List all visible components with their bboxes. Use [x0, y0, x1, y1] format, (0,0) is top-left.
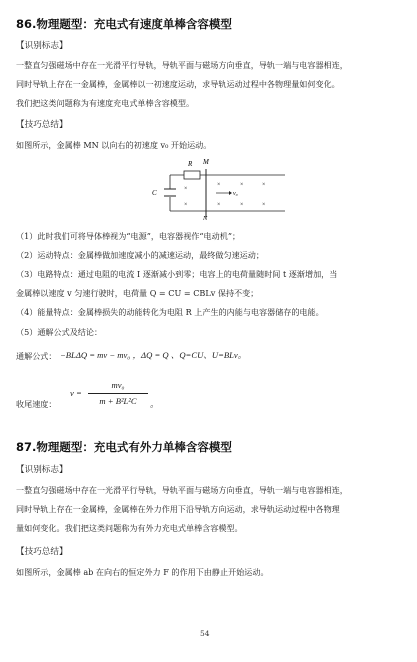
- identify-tag-87: 【识别标志】: [16, 465, 68, 475]
- identify-line-86-2: 同时导轨上存在一金属棒，金属棒以一初速度运动，求导轨运动过程中各物理量如何变化。: [16, 79, 340, 89]
- label-R: R: [188, 160, 193, 168]
- fraction-bar: [88, 393, 148, 394]
- general-formula: −BLΔQ = mv − mv₀ ，ΔQ = Q 、Q=CU、U=BLv。: [60, 350, 247, 360]
- intro-87: 如图所示，金属棒 ab 在向右的恒定外力 F 的作用下由静止开始运动。: [16, 567, 269, 577]
- resistor: [184, 171, 200, 179]
- summary-tag-87: 【技巧总结】: [16, 547, 68, 557]
- point-2: （2）运动特点：金属棒做加速度减小的减速运动，最终做匀速运动；: [16, 250, 264, 260]
- identify-line-87-2: 同时导轨上存在一金属棒，金属棒在外力作用下沿导轨方向运动，求导轨运动过程中各物理: [16, 504, 340, 514]
- svg-text:×: ×: [262, 182, 266, 188]
- summary-tag-86: 【技巧总结】: [16, 120, 68, 130]
- circuit-diagram: [150, 155, 290, 220]
- svg-text:×: ×: [184, 202, 188, 208]
- point-5: （5）通解公式及结论：: [16, 327, 103, 337]
- svg-text:×: ×: [217, 182, 221, 188]
- svg-text:×: ×: [217, 202, 221, 208]
- svg-text:×: ×: [184, 186, 188, 192]
- identify-line-86-1: 一整直匀强磁场中存在一光滑平行导轨，导轨平面与磁场方向垂直，导轨一端与电容器相连，: [16, 60, 348, 70]
- page-number: 54: [200, 629, 210, 638]
- identify-tag-86: 【识别标志】: [16, 41, 68, 51]
- point-1: （1）此时我们可将导体棒视为“电源”，电容器视作“电动机”；: [16, 231, 241, 241]
- final-velocity-numerator: mv₀: [111, 380, 125, 390]
- final-velocity-tail: 。: [150, 399, 159, 409]
- label-N: N: [203, 215, 208, 220]
- point-4: （4）能量特点：金属棒损失的动能转化为电阻 R 上产生的内能与电容器储存的电能。: [16, 307, 324, 317]
- svg-text:×: ×: [240, 202, 244, 208]
- formula-label: 通解公式：: [16, 351, 57, 361]
- final-velocity-label: 收尾速度：: [16, 399, 57, 409]
- label-M: M: [203, 158, 209, 166]
- identify-line-87-3: 量如何变化。我们把这类问题称为有外力充电式单棒含容模型。: [16, 523, 243, 533]
- intro-86: 如图所示，金属棒 MN 以向右的初速度 v₀ 开始运动。: [16, 140, 212, 150]
- label-C: C: [152, 189, 157, 197]
- final-velocity-denominator: m + B²L²C: [99, 396, 137, 406]
- svg-text:×: ×: [262, 202, 266, 208]
- svg-text:×: ×: [240, 182, 244, 188]
- identify-line-87-1: 一整直匀强磁场中存在一光滑平行导轨，导轨平面与磁场方向垂直，导轨一端与电容器相连，: [16, 485, 348, 495]
- magnetic-field-crosses: [184, 182, 265, 208]
- final-velocity-lhs: v =: [70, 388, 82, 398]
- point-3-line-2: 金属棒以速度 v 匀速行驶时，电荷量 Q = CU = CBLv 保持不变；: [16, 288, 259, 298]
- point-3-line-1: （3）电路特点：通过电阻的电流 I 逐渐减小到零；电容上的电荷量随时间 t 逐渐增加，当: [16, 269, 338, 279]
- section-87-title: 87.物理题型：充电式有外力单棒含容模型: [16, 440, 232, 454]
- identify-line-86-3: 我们把这类问题称为有速度充电式单棒含容模型。: [16, 98, 195, 108]
- label-v0: v₀: [233, 191, 238, 197]
- section-86-title: 86.物理题型：充电式有速度单棒含容模型: [16, 17, 232, 31]
